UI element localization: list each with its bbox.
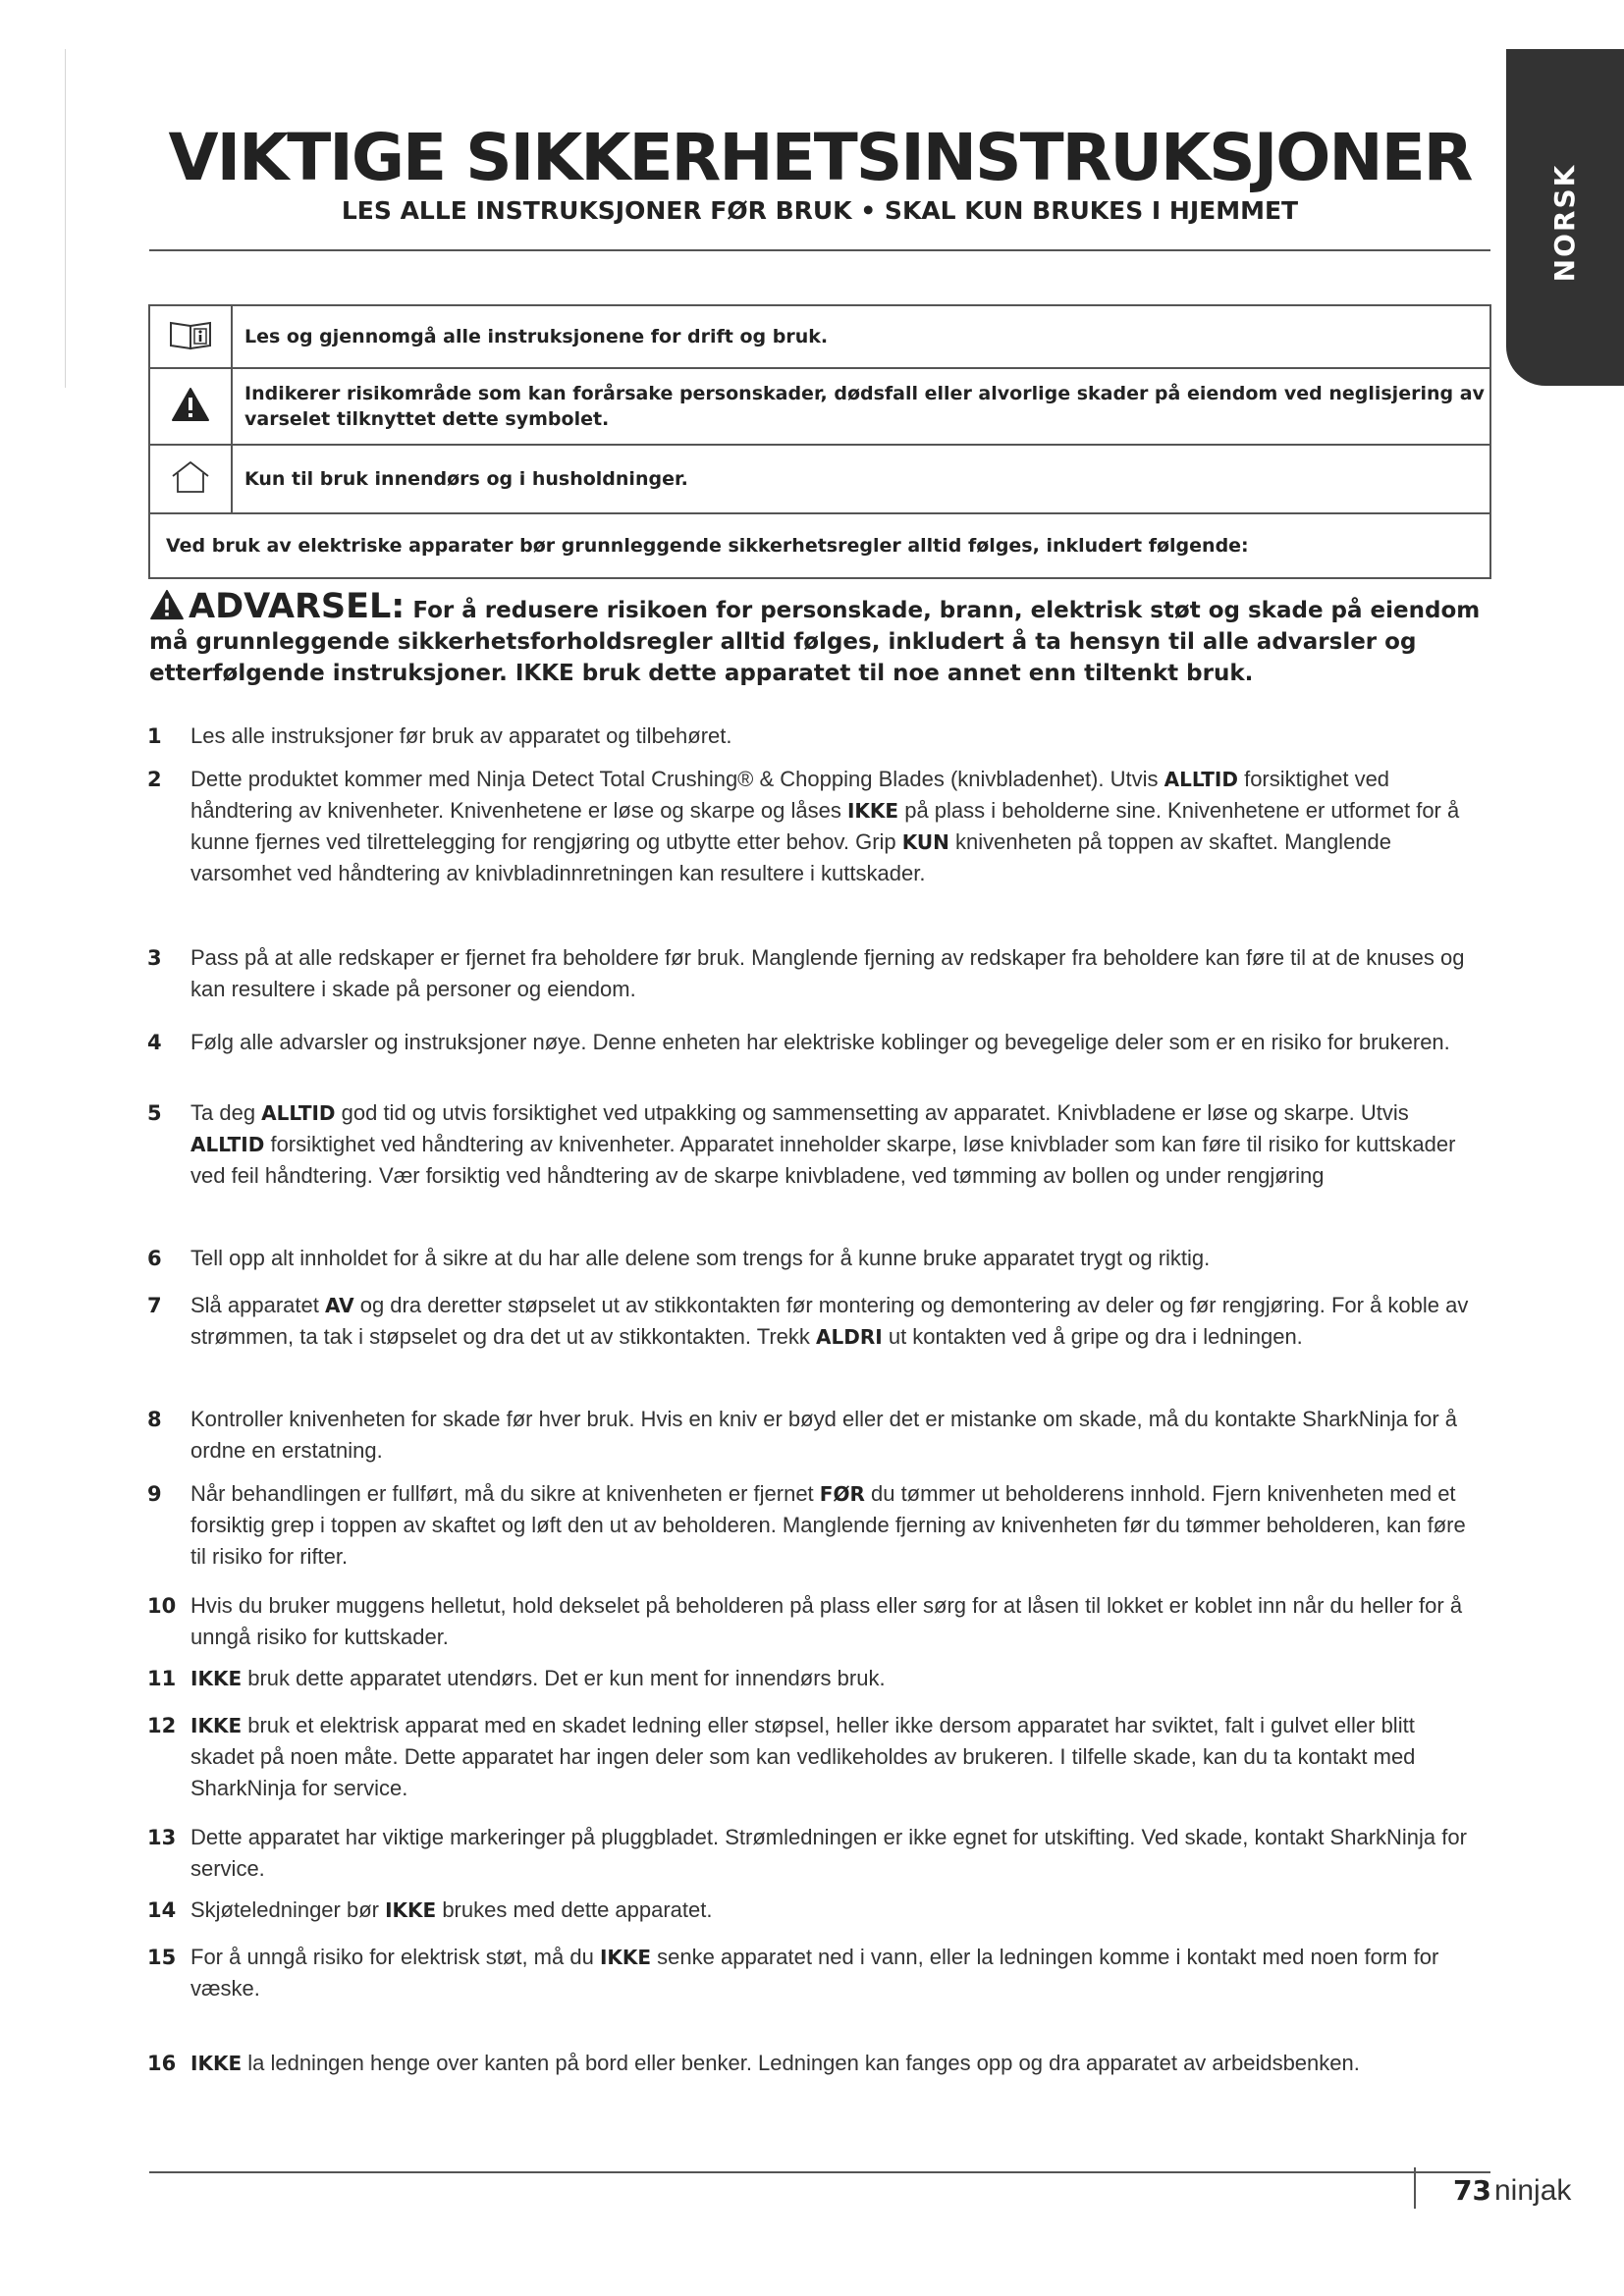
- symbol-row-indoor: [149, 445, 1490, 513]
- page-title: VIKTIGE SIKKERHETSINSTRUKSJONER: [168, 120, 1472, 195]
- symbol-icon-cell: [149, 305, 232, 368]
- warning-block: [149, 589, 1490, 689]
- instruction-number: 11: [147, 1667, 177, 1690]
- symbol-text-manual: Les og gjennomgå alle instruksjonene for drift og bruk.: [232, 305, 1490, 368]
- header-rule: [149, 249, 1490, 251]
- symbols-footer-text: Ved bruk av elektriske apparater bør grunnleggende sikkerhetsregler alltid følges, inkludert følgende:: [149, 513, 1490, 578]
- warning-triangle-icon: [149, 589, 185, 620]
- instruction-number: 7: [147, 1294, 162, 1317]
- instruction-text: For å unngå risiko for elektrisk støt, må du IKKE senke apparatet ned i vann, eller la ledningen komme i kontakt med noen form for væske.: [190, 1945, 1439, 2001]
- symbol-row-manual: [149, 305, 1490, 368]
- instruction-text: Dette produktet kommer med Ninja Detect Total Crushing® & Chopping Blades (knivbladenhet). Utvis ALLTID forsiktighet ved håndtering av knivenheter. Knivenhetene er løse og skarpe og låses IKKE på plass i beholderne sine. Knivenhetene er utformet for å kunne fjernes ved tilrettelegging for rengjøring og utbytte etter behov. Grip KUN knivenheten på toppen av skaftet. Manglende varsomhet ved håndtering av knivbladinnretningen kan resultere i kuttskader.: [190, 767, 1460, 885]
- instruction-number: 2: [147, 768, 162, 791]
- instruction-text: Slå apparatet AV og dra deretter støpselet ut av stikkontakten før montering og demontering av deler og før rengjøring. For å koble av strømmen, ta tak i støpselet og dra det ut av stikkontakten. Trekk ALDRI ut kontakten ved å gripe og dra i ledningen.: [190, 1293, 1469, 1349]
- instruction-text: Dette apparatet har viktige markeringer på pluggbladet. Strømledningen er ikke egnet for utskifting. Ved skade, kontakt SharkNinja for service.: [190, 1825, 1467, 1881]
- instruction-number: 5: [147, 1101, 162, 1125]
- margin-line: [65, 49, 66, 388]
- instruction-text: IKKE bruk dette apparatet utendørs. Det er kun ment for innendørs bruk.: [190, 1666, 886, 1690]
- warning-triangle-icon: [171, 387, 210, 422]
- symbol-icon-cell: [149, 445, 232, 513]
- footer-separator: [1414, 2167, 1416, 2209]
- manual-info-icon: [168, 318, 213, 351]
- instruction-text: IKKE bruk et elektrisk apparat med en skadet ledning eller støpsel, heller ikke dersom apparatet har sviktet, falt i gulvet eller blitt skadet på noen måte. Dette apparatet har ingen deler som kan vedlikeholdes av brukeren. I tilfelle skade, kan du ta kontakt med SharkNinja for service.: [190, 1713, 1416, 1800]
- instruction-text: Pass på at alle redskaper er fjernet fra beholdere før bruk. Manglende fjerning av redskaper fra beholdere kan føre til at de knuses og kan resultere i skade på personer og eiendom.: [190, 945, 1465, 1001]
- warning-label: ADVARSEL:: [189, 587, 406, 626]
- instruction-number: 12: [147, 1714, 177, 1737]
- symbol-icon-cell: [149, 368, 232, 445]
- instruction-number: 13: [147, 1826, 177, 1849]
- instruction-text: Kontroller knivenheten for skade før hver bruk. Hvis en kniv er bøyd eller det er mistanke om skade, må du kontakte SharkNinja for å ordne en erstatning.: [190, 1407, 1458, 1463]
- language-tab-label: NORSK: [1548, 163, 1581, 283]
- symbols-table: [148, 304, 1491, 579]
- instruction-text: IKKE la ledningen henge over kanten på bord eller benker. Ledningen kan fanges opp og dra apparatet av arbeidsbenken.: [190, 2051, 1360, 2075]
- instruction-text: Når behandlingen er fullført, må du sikre at knivenheten er fjernet FØR du tømmer ut beholderens innhold. Fjern knivenheten med et forsiktig grep i toppen av skaftet og løft den ut av beholderen. Manglende fjerning av knivenheten før du tømmer beholderen, kan føre til risiko for rifter.: [190, 1481, 1466, 1569]
- instruction-number: 15: [147, 1946, 177, 1969]
- instruction-number: 6: [147, 1247, 162, 1270]
- symbol-row-general: [149, 513, 1490, 578]
- instruction-text: Ta deg ALLTID god tid og utvis forsiktighet ved utpakking og sammensetting av apparatet. Knivbladene er løse og skarpe. Utvis ALLTID forsiktighet ved håndtering av knivenheter. Apparatet inneholder skarpe, løse knivblader som kan føre til risiko for kuttskader ved feil håndtering. Vær forsiktig ved håndtering av de skarpe knivbladene, ved tømming av bollen og under rengjøring: [190, 1100, 1456, 1188]
- instruction-number: 4: [147, 1031, 162, 1054]
- footer-rule: [149, 2171, 1490, 2173]
- instruction-text: Tell opp alt innholdet for å sikre at du har alle delene som trengs for å kunne bruke apparatet trygt og riktig.: [190, 1246, 1211, 1270]
- symbol-text-indoor: Kun til bruk innendørs og i husholdninger.: [232, 445, 1490, 513]
- page-subtitle: LES ALLE INSTRUKSJONER FØR BRUK • SKAL KUN BRUKES I HJEMMET: [341, 196, 1299, 225]
- instruction-text: Følg alle advarsler og instruksjoner nøye. Denne enheten har elektriske koblinger og bevegelige deler som er en risiko for brukeren.: [190, 1030, 1450, 1054]
- instruction-number: 10: [147, 1594, 177, 1618]
- instruction-number: 3: [147, 946, 162, 970]
- brand-name: ninjak: [1494, 2174, 1572, 2207]
- symbol-text-warning: Indikerer risikområde som kan forårsake personskader, dødsfall eller alvorlige skader på eiendom ved neglisjering av varselet tilknyttet dette symbolet.: [232, 368, 1490, 445]
- instruction-number: 9: [147, 1482, 162, 1506]
- instruction-text: Skjøteledninger bør IKKE brukes med dette apparatet.: [190, 1897, 713, 1922]
- instruction-number: 8: [147, 1408, 162, 1431]
- instruction-number: 16: [147, 2052, 177, 2075]
- symbol-row-warning: [149, 368, 1490, 445]
- house-icon: [170, 459, 211, 495]
- instruction-text: Les alle instruksjoner før bruk av apparatet og tilbehøret.: [190, 723, 732, 748]
- instruction-number: 14: [147, 1898, 177, 1922]
- warning-text: For å redusere risikoen for personskade, brann, elektrisk støt og skade på eiendom må grunnleggende sikkerhetsforholdsregler alltid følges, inkludert å ta hensyn til alle advarsler og etterfølgende instruksjoner. IKKE bruk dette apparatet til noe annet enn tiltenkt bruk.: [149, 598, 1481, 686]
- instruction-number: 1: [147, 724, 162, 748]
- warning-heading: [149, 587, 405, 626]
- page-number: 73: [1453, 2174, 1491, 2207]
- instruction-text: Hvis du bruker muggens helletut, hold dekselet på beholderen på plass eller sørg for at låsen til lokket er koblet inn når du heller for å unngå risiko for kuttskader.: [190, 1593, 1463, 1649]
